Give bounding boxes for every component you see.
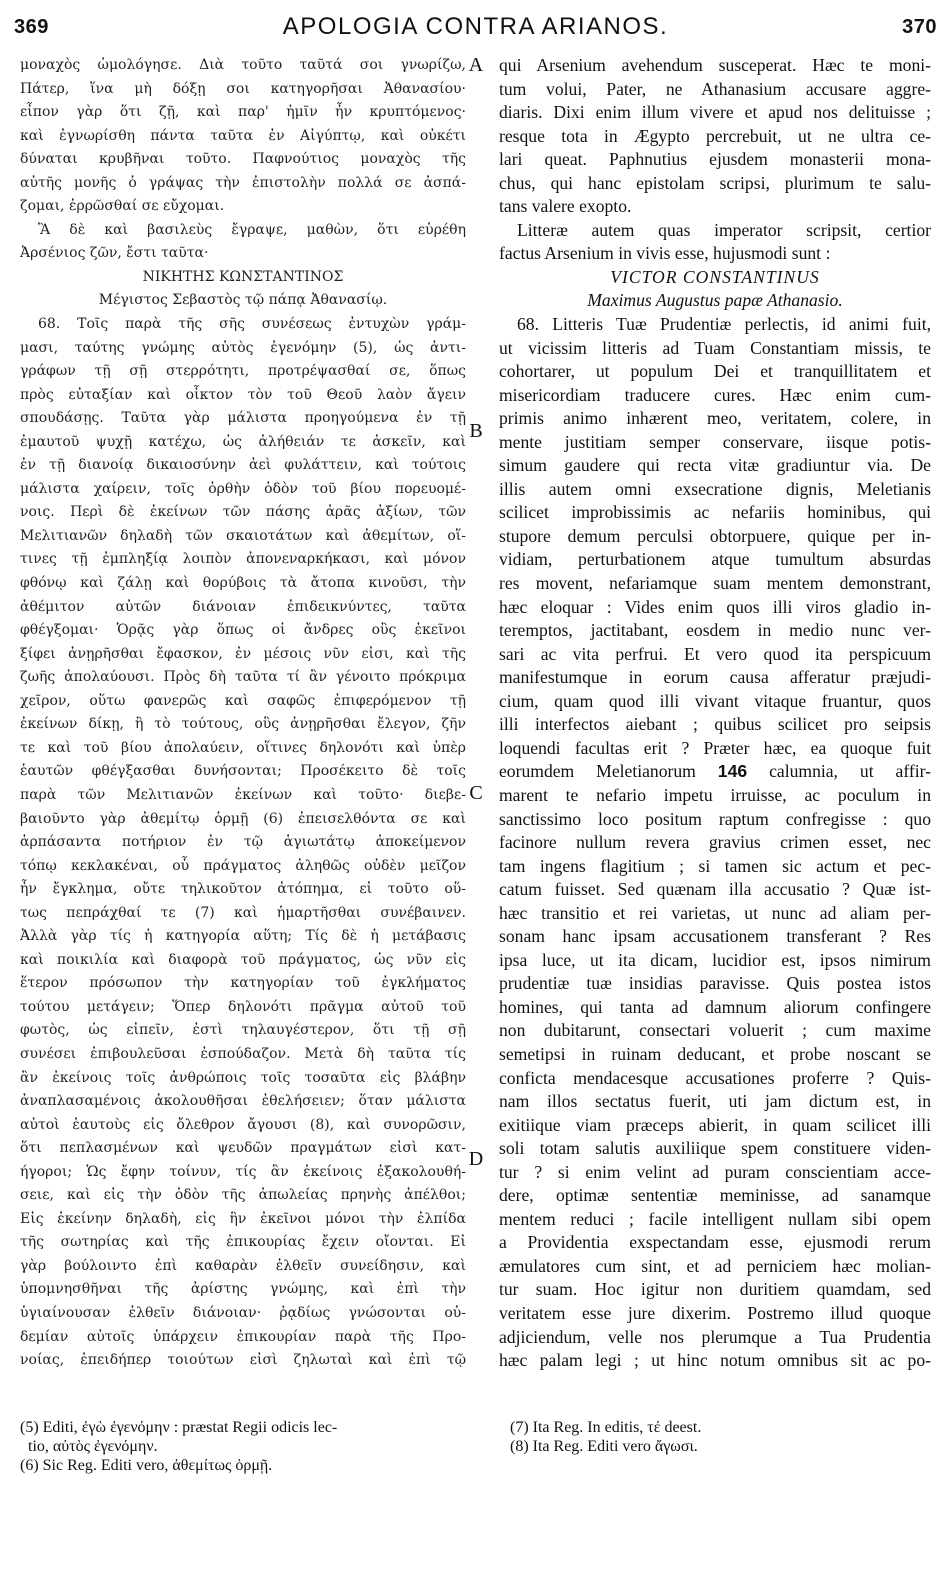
greek-text-line: Μελιτιανῶν δηλαδὴ τῶν σκαιοτάτων καὶ ἀθεμίτων, οἵ- bbox=[20, 527, 466, 544]
latin-text-line: tans valere exopto. bbox=[499, 196, 632, 217]
latin-text-line: diaris. Dixi enim illum vivere et apud nos delituisse ; bbox=[499, 102, 931, 123]
greek-text-line: καὶ ἐγνωρίσθη πάντα ταῦτα ἐν Αἰγύπτῳ, καὶ οὐκέτι bbox=[20, 127, 466, 144]
latin-text-line: marent te nefario impetu irruisse, ac poculum in bbox=[499, 784, 931, 805]
greek-text-line: δεμίαν αὐτοῖς ὑπάρχειν ἐπικουρίαν παρὰ τῆς Προ- bbox=[20, 1328, 466, 1345]
latin-text-line: hæc palam legi ; ut hinc notum omnibus sit ac po- bbox=[499, 1350, 931, 1371]
latin-text-line: vidiam, perturbationem atque tumultum absurdas bbox=[499, 549, 931, 570]
greek-text-line: Πάτερ, ἵνα μὴ δόξῃ σοι κατηγορῆσαι Ἀθανασίου· bbox=[20, 80, 466, 97]
latin-text-line: dere, optimæ sententiæ meminisse, ad sanamque bbox=[499, 1185, 931, 1206]
greek-text-line: πρὸς εὐταξίαν καὶ οἶκτον τὸν τοῦ Θεοῦ λαὸν ἄγειν bbox=[20, 386, 466, 403]
latin-column bbox=[499, 54, 931, 1373]
greek-text-line: βαιοῦντο γὰρ ἀθεμίτῳ ὁρμῇ (6) ἐπεισελθόντα σε καὶ bbox=[20, 810, 466, 827]
latin-text-line: prudentiæ tuæ insidias paravisse. Quis postea istos bbox=[499, 973, 931, 994]
latin-text-line: exitiique viam præceps abierit, in quam scilicet illi bbox=[499, 1114, 931, 1135]
latin-text-line: nam illos sectatus fuerit, uti jam dictum est, in bbox=[499, 1091, 931, 1112]
greek-text-line: αὐτῆς μονῆς ὁ γράψας τὴν ἐπιστολὴν πολλά σε ἀσπά- bbox=[20, 174, 466, 191]
latin-text-line: tam ingens flagitium ; si tamen sic actum et pec- bbox=[499, 855, 931, 876]
greek-text-line: ζομαι, ἐρρῶσθαί σε εὔχομαι. bbox=[20, 198, 225, 215]
greek-text-line: μοναχὸς ὡμολόγησε. Διὰ τοῦτο ταῦτά σοι γνωρίζω, bbox=[20, 57, 466, 73]
latin-text-line: sonam hanc ipsam accusationem transferant ? Res bbox=[499, 926, 931, 947]
greek-text-line: ζωῆς ἀπολαύουσι. Πρὸς δὴ ταῦτα τί ἂν γένοιτο πρόκριμα bbox=[20, 669, 466, 686]
latin-text-line: illis autem omni exsecratione dignis, Meletianis bbox=[499, 478, 931, 499]
greek-text-line: Εἰς ἐκείνην δηλαδὴ, εἰς ἣν ἐκεῖνοι μόνοι τὴν ἐλπίδα bbox=[20, 1210, 466, 1227]
margin-marker-c: C bbox=[469, 782, 483, 804]
latin-text-line: hæc eloquar : Vides enim quos illi viros gladio in- bbox=[499, 596, 931, 617]
greek-text-line: ξίφει ἀνῃρῆσθαι ἔφασκον, ἐν μέσοις νῦν εἰσι, καὶ τῆς bbox=[20, 645, 466, 662]
greek-text-line: φωτὸς, ὡς εἰπεῖν, ἐστὶ τηλαυγέστερον, ὅτι τῇ σῇ bbox=[20, 1022, 466, 1039]
latin-text-line: manifestumque in eorum causa afferatur præjudi- bbox=[499, 667, 931, 688]
latin-text-line: misericordiam traducere cures. Hæc enim cum- bbox=[499, 384, 931, 405]
latin-text-line: mente justitiam semper conservare, iisque potis- bbox=[499, 431, 931, 452]
greek-text-line: εἶπον γὰρ ὅτι ζῇ, καὶ παρ' ἡμῖν ἦν κρυπτόμενος· bbox=[20, 104, 466, 121]
footnote-line: tio, αὐτὸς ἐγενόμην. bbox=[28, 1438, 158, 1455]
latin-text-line: non dubitarunt, consectari voluerit ; cum maxime bbox=[499, 1020, 931, 1041]
greek-text-line: ΝΙΚΗΤΗΣ ΚΩΝΣΤΑΝΤΙΝΟΣ bbox=[142, 268, 344, 285]
greek-text-line: συνέσει ἐπιβουλεῦσαι ἐσπούδαζον. Μετὰ δὴ ταῦτα τίς bbox=[20, 1045, 466, 1062]
latin-text-line: factus Arsenium in vivis esse, hujusmodi sunt : bbox=[499, 243, 831, 264]
greek-text-line: φθόνῳ καὶ ζάλῃ καὶ θορύβοις τὰ ἄτοπα κινοῦσι, τὴν bbox=[20, 575, 466, 592]
greek-text-line: γὰρ βούλοιντο ἐπὶ καθαρὰν ἐλθεῖν συνείδησιν, καὶ bbox=[20, 1257, 466, 1274]
latin-text-line: Litteræ autem quas imperator scripsit, certior bbox=[517, 219, 931, 240]
greek-text-line: ἂν ἐκείνοις τοῖς ἀνθρώποις τοῖς τοσαῦτα εἰς βλάβην bbox=[20, 1069, 466, 1086]
greek-text-line: ὅτι πεπλασμένων καὶ ψευδῶν πραγμάτων εἰσὶ κατ- bbox=[20, 1140, 466, 1157]
latin-text-line: illi interfectos aiebant ; quibus scilicet pro seipsis bbox=[499, 714, 931, 735]
greek-text-line: Μέγιστος Σεβαστὸς τῷ πάπᾳ Ἀθανασίῳ. bbox=[98, 292, 388, 309]
footnotes-right bbox=[510, 1418, 930, 1456]
greek-text-line: ἕτερον πρόσωπον τὴν κατηγορίαν τοῦ ἐγκλήματος bbox=[20, 975, 466, 992]
greek-text-line: σπουδάσῃς. Ταῦτα γὰρ μάλιστα προηγούμενα ἐν τῇ bbox=[20, 410, 466, 427]
latin-text-line: catum fuisset. Sed quænam illa accusatio ? Quæ ist- bbox=[499, 879, 931, 900]
latin-text-line: sanctissimo loco positum raptum confregisse : quo bbox=[499, 808, 931, 829]
greek-text-line: ὑπομνησθῆναι τῆς ἀρίστης γνώμης, καὶ ἐπὶ τὴν bbox=[20, 1281, 466, 1298]
greek-text-line: τόπῳ κεκλακέναι, οὗ πράγματος ἀληθῶς οὐδὲν μεῖζον bbox=[20, 857, 466, 874]
latin-text-line: tur ? si enim velint ad puram conscientiam acce- bbox=[499, 1161, 931, 1182]
greek-text-line: δύναται κρυβῆναι τοῦτο. Παφνούτιος μοναχὸς τῆς bbox=[20, 151, 466, 168]
latin-text-line: conficta mendacesque accusationes proferre ? Quis- bbox=[499, 1067, 931, 1088]
latin-text-line: scilicet improbissimis ac nefariis hominibus, qui bbox=[499, 502, 931, 523]
latin-text-line: stupore demum perculsi obtorpuere, quique per in- bbox=[499, 525, 931, 546]
greek-text-line: ἦν ἔγκλημα, οὔτε τηλικοῦτον ἀτόπημα, εἰ τοῦτο οὕ- bbox=[20, 881, 466, 898]
latin-text-line: VICTOR CONSTANTINUS bbox=[610, 266, 820, 287]
greek-text-line: ἀθέμιτον αὐτῶν διάνοιαν ἐπιδεικνύντες, ταῦτα bbox=[20, 598, 466, 615]
footnotes-left bbox=[20, 1418, 466, 1475]
greek-text-line: Ἃ δὲ καὶ βασιλεὺς ἔγραψε, μαθὼν, ὅτι εὑρέθη bbox=[38, 221, 466, 238]
latin-text-line: ipsa luce, ut ita dicam, lucidior est, ipsos nimirum bbox=[499, 949, 931, 970]
latin-text-line: primis animo inhærent meo, veritatem, colere, in bbox=[499, 408, 931, 429]
greek-text-line: ἐκείνων δίκῃ, ἢ τὸ τούτους, οὓς ἀνῃρῆσθαι ἔλεγον, ζῆν bbox=[20, 716, 466, 733]
latin-text-line: hæc transitio et rei varietas, ut nunc ad aliam per- bbox=[499, 902, 931, 923]
greek-text-line: γράφων τῇ σῇ στερρότητι, προτρέψασθαί σε, ὅπως bbox=[20, 363, 466, 380]
greek-text-line: φθέγξομαι· Ὁρᾷς γὰρ ὅπως οἱ ἄνδρες οὓς ἐκεῖνοι bbox=[20, 622, 466, 639]
latin-text-line: tum volui, Pater, ne Athanasium accusare aggre- bbox=[499, 78, 931, 99]
latin-text-line: mentem reduci ; facile intelligent nullam sibi opem bbox=[499, 1208, 931, 1229]
greek-text-line: Ἀλλὰ γὰρ τίς ἡ κατηγορία αὕτη; Τίς δὲ ἡ μετάβασις bbox=[20, 928, 466, 945]
greek-text-line: ἑαυτῶν φθέγξασθαι δυνήσονται; Προσέκειτο δὲ τοῖς bbox=[20, 763, 466, 780]
latin-text-line: resque tota in Ægypto percrebuit, ut ne ultra ce- bbox=[499, 125, 931, 146]
latin-text-line: cium, quam quod illi vivant vitaque fruantur, quos bbox=[499, 690, 931, 711]
latin-text-line: Maximus Augustus papæ Athanasio. bbox=[587, 290, 843, 311]
greek-text-line: Ἀρσένιος ζῶν, ἔστι ταῦτα· bbox=[20, 245, 209, 262]
latin-text-line: soli totam salutis auxiliique spem constituere viden- bbox=[499, 1138, 931, 1159]
latin-text-line: simum gaudere qui recta vitæ gradiuntur via. De bbox=[499, 455, 931, 476]
margin-marker-a: A bbox=[468, 54, 484, 76]
latin-text-line: 68. Litteris Tuæ Prudentiæ perlectis, id animi fuit, bbox=[517, 314, 931, 335]
latin-text-line: tur suam. Hoc igitur non duritiem quamdam, sed bbox=[499, 1279, 931, 1300]
latin-text-line: loquendi facultas erit ? Præter hæc, ea quoque fuit bbox=[499, 737, 931, 758]
greek-text-line: νοις. Περὶ δὲ ἐκείνων τῶν πάσης ἀρᾶς ἀξίων, τῶν bbox=[20, 504, 466, 521]
greek-text-line: 68. Τοῖς παρὰ τῆς σῆς συνέσεως ἐντυχὼν γράμ- bbox=[38, 316, 466, 333]
greek-column bbox=[20, 54, 466, 1373]
running-title: APOLOGIA CONTRA ARIANOS. bbox=[282, 13, 669, 40]
greek-text-line: αὐτοὶ ἑαυτοὺς εἰς ὄλεθρον ἄγουσι (8), καὶ συνορῶσιν, bbox=[20, 1116, 466, 1133]
column-break-number: 146 bbox=[717, 761, 748, 782]
latin-text-line: adjiciendum, velle nos plerumque a Tua Prudentia bbox=[499, 1326, 931, 1347]
greek-text-line: ἐν τῇ διανοίᾳ δικαιοσύνην ἀεὶ φυλάττειν, καὶ τούτοις bbox=[20, 457, 466, 474]
latin-text-line: chus, qui hanc epistolam scripsi, plurimum te salu- bbox=[499, 172, 931, 193]
footnote-line: (7) Ita Reg. In editis, τέ deest. bbox=[510, 1419, 702, 1436]
greek-text-line: ήγοροι; Ὡς ἔφην τοίνυν, τίς ἂν ἐκείνοις ἐξακολουθή- bbox=[20, 1163, 466, 1180]
greek-text-line: ἀναπλασαμένοις ἀκολουθῆσαι ἐθελήσειεν; ὅταν μάλιστα bbox=[20, 1093, 466, 1110]
latin-text-line: a Providentia exspectandam esse, ejusmodi rerum bbox=[499, 1232, 931, 1253]
greek-text-line: χεῖρον, οὕτω φανερῶς καὶ σαφῶς ἐπιφερόμενον τῇ bbox=[20, 692, 466, 709]
latin-text-line: lari queat. Paphnutius ejusdem monasterii mona- bbox=[499, 149, 931, 170]
greek-text-line: ὑγιαίνουσαν ἐλθεῖν διάνοιαν· ῥᾳδίως γνώσονται οὐ- bbox=[20, 1304, 466, 1321]
latin-text-line: eorumdem Meletianorum 146 calumnia, ut affir- bbox=[499, 761, 931, 782]
latin-text-line: facinore nullum revera gravius crimen esset, nec bbox=[499, 832, 931, 853]
latin-text-line: semetipsi in ruinam deducant, et probe noscant se bbox=[499, 1043, 931, 1064]
footnote-line: (6) Sic Reg. Editi vero, ἀθεμίτως ὁρμῇ. bbox=[20, 1457, 273, 1474]
latin-text-line: veritatem esse jure dixerim. Postremo illud quoque bbox=[499, 1302, 931, 1323]
margin-marker-d: D bbox=[468, 1148, 484, 1170]
greek-text-line: τε καὶ τοῦ βίου ἀπολαύειν, οἵτινες δηλονότι καὶ ὑπὲρ bbox=[20, 739, 466, 756]
footnote-line: (5) Editi, ἐγὼ ἐγενόμην : præstat Regii odicis lec- bbox=[20, 1419, 338, 1436]
latin-text-line: res movent, nefariamque suam mentem demonstrant, bbox=[499, 573, 931, 594]
page-number-left: 369 bbox=[14, 16, 49, 38]
latin-text-line: ut vicissim litteris ad Tuam Constantiam missis, te bbox=[499, 337, 931, 358]
greek-text-line: τούτου μετάγειν; Ὅπερ δηλονότι πρᾶγμα αὐτοῦ τοῦ bbox=[20, 998, 466, 1015]
latin-text-line: teremptos, jactitabant, eosdem in medio nunc ver- bbox=[499, 620, 931, 641]
greek-text-line: τως πεπράχθαί τε (7) καὶ ἡμαρτῆσθαι συνέβαινεν. bbox=[20, 904, 466, 921]
greek-text-line: τινες τῇ ἐμπληξίᾳ λοιπὸν ἀπονεναρκήκασι, καὶ μόνον bbox=[20, 551, 466, 568]
latin-text-line: cohortarer, ut populum Dei et tranquillitatem et bbox=[499, 361, 931, 382]
latin-text-line: æmulatores cum sint, et ad perniciem hæc molian- bbox=[499, 1255, 931, 1276]
greek-text-line: μάλιστα χαίρειν, τοῖς ὀρθὴν ὁδὸν τοῦ βίου πορευομέ- bbox=[20, 480, 466, 497]
latin-text-line: homines, qui tanta ad damnum aliorum confingere bbox=[499, 996, 931, 1017]
greek-text-line: παρὰ τῶν Μελιτιανῶν ἐκείνων καὶ τοῦτο· διεβε- bbox=[20, 786, 466, 803]
footnote-line: (8) Ita Reg. Editi vero ἄγωσι. bbox=[510, 1438, 698, 1455]
page-number-right: 370 bbox=[902, 16, 937, 38]
latin-text-line: sari ac vita perfrui. Et vero quod ita perspicuum bbox=[499, 643, 931, 664]
margin-marker-b: B bbox=[469, 420, 483, 442]
greek-text-line: σειε, καὶ εἰς τὴν ὁδὸν τῆς ἀπωλείας πρηνὴς ἀπέλθοι; bbox=[20, 1187, 466, 1204]
greek-text-line: ἁρπάσαντα ποτήριον ἐν τῷ ἁγιωτάτῳ ἀποκείμενον bbox=[20, 834, 466, 851]
greek-text-line: νοίας, ἐπειδήπερ τοιούτων εἰσὶ ζηλωταὶ καὶ ἐπὶ τῷ bbox=[20, 1352, 466, 1369]
greek-text-line: ἐμαυτοῦ ψυχῇ κατέχω, ὡς ἀλήθειάν τε ἀσκεῖν, καὶ bbox=[20, 433, 466, 450]
latin-text-line: qui Arsenium avehendum susceperat. Hæc te moni- bbox=[499, 55, 931, 75]
greek-text-line: μασι, ταύτης γνώμης αὐτὸς ἐγενόμην (5), ὡς ἀντι- bbox=[20, 339, 466, 356]
greek-text-line: τῆς σωτηρίας καὶ τῆς ἐπικουρίας ἔχειν οἴονται. Εἰ bbox=[20, 1234, 466, 1251]
greek-text-line: καὶ ποικιλία καὶ διαφορὰ τοῦ πράγματος, ὡς νῦν εἰς bbox=[20, 951, 466, 968]
